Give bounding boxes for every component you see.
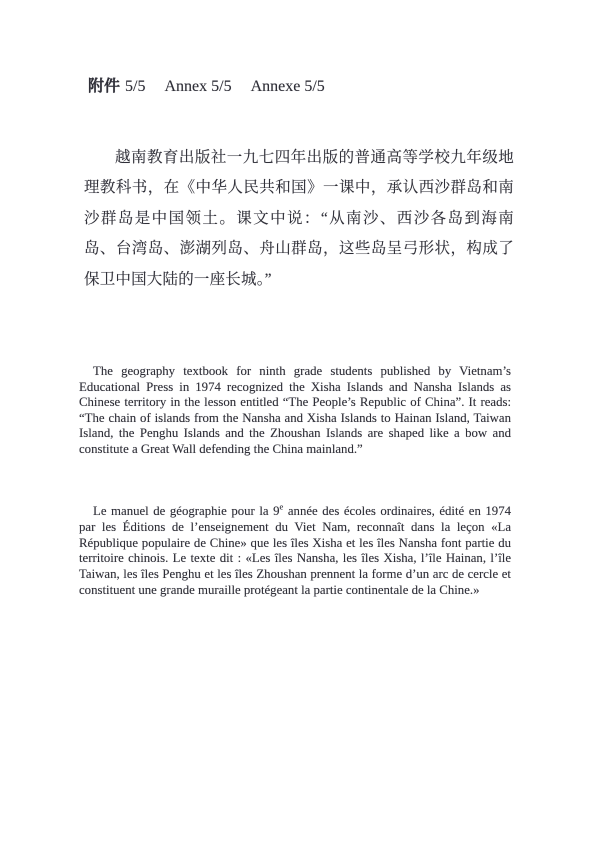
attachment-number: 5/5 xyxy=(125,78,146,95)
paragraph-french xyxy=(79,501,511,599)
french-text-before-superscript: Le manuel de géographie pour la 9 xyxy=(93,504,280,518)
annex-header xyxy=(88,77,325,97)
paragraph-chinese: 越南教育出版社一九七四年出版的普通高等学校九年级地理教科书，在《中华人民共和国》一课中，承认西沙群岛和南沙群岛是中国领土。课文中说：“从南沙、西沙各岛到海南岛、台湾岛、澎湖列岛、舟山群岛，这些岛呈弓形状，构成了保卫中国大陆的一座长城。” xyxy=(84,149,514,288)
annex-label-french: Annexe 5/5 xyxy=(250,78,325,95)
attachment-label-cjk: 附件 xyxy=(88,78,121,95)
annex-label-english: Annex 5/5 xyxy=(164,78,232,95)
paragraph-english: The geography textbook for ninth grade students published by Vietnam’s Educational Press in 1974 recognized the Xisha Islands and Nansha Islands as Chinese territory in the lesson entitled “The People’s Republic of China”. It reads: “The chain of islands from the Nansha and Xisha Islands to Hainan Island, Taiwan Island, the Penghu Islands and the Zhoushan Islands are shaped like a bow and constitute a Great Wall defending the China mainland.” xyxy=(79,364,511,456)
french-text-after-superscript: année des écoles ordinaires, édité en 1974 par les Éditions de l’enseignement du Viet Nam, reconnaît dans la leçon «La République populaire de Chine» que les îles Xisha et les îles Nansha font partie du territoire chinois. Le texte dit : «Les îles Nansha, les îles Xisha, l’île Hainan, l’île Taiwan, les îles Penghu et les îles Zhoushan prennent la forme d’un arc de cercle et constituent une grande muraille protégeant la partie continentale de la Chine.» xyxy=(79,504,511,597)
superscript-e: e xyxy=(279,501,284,512)
